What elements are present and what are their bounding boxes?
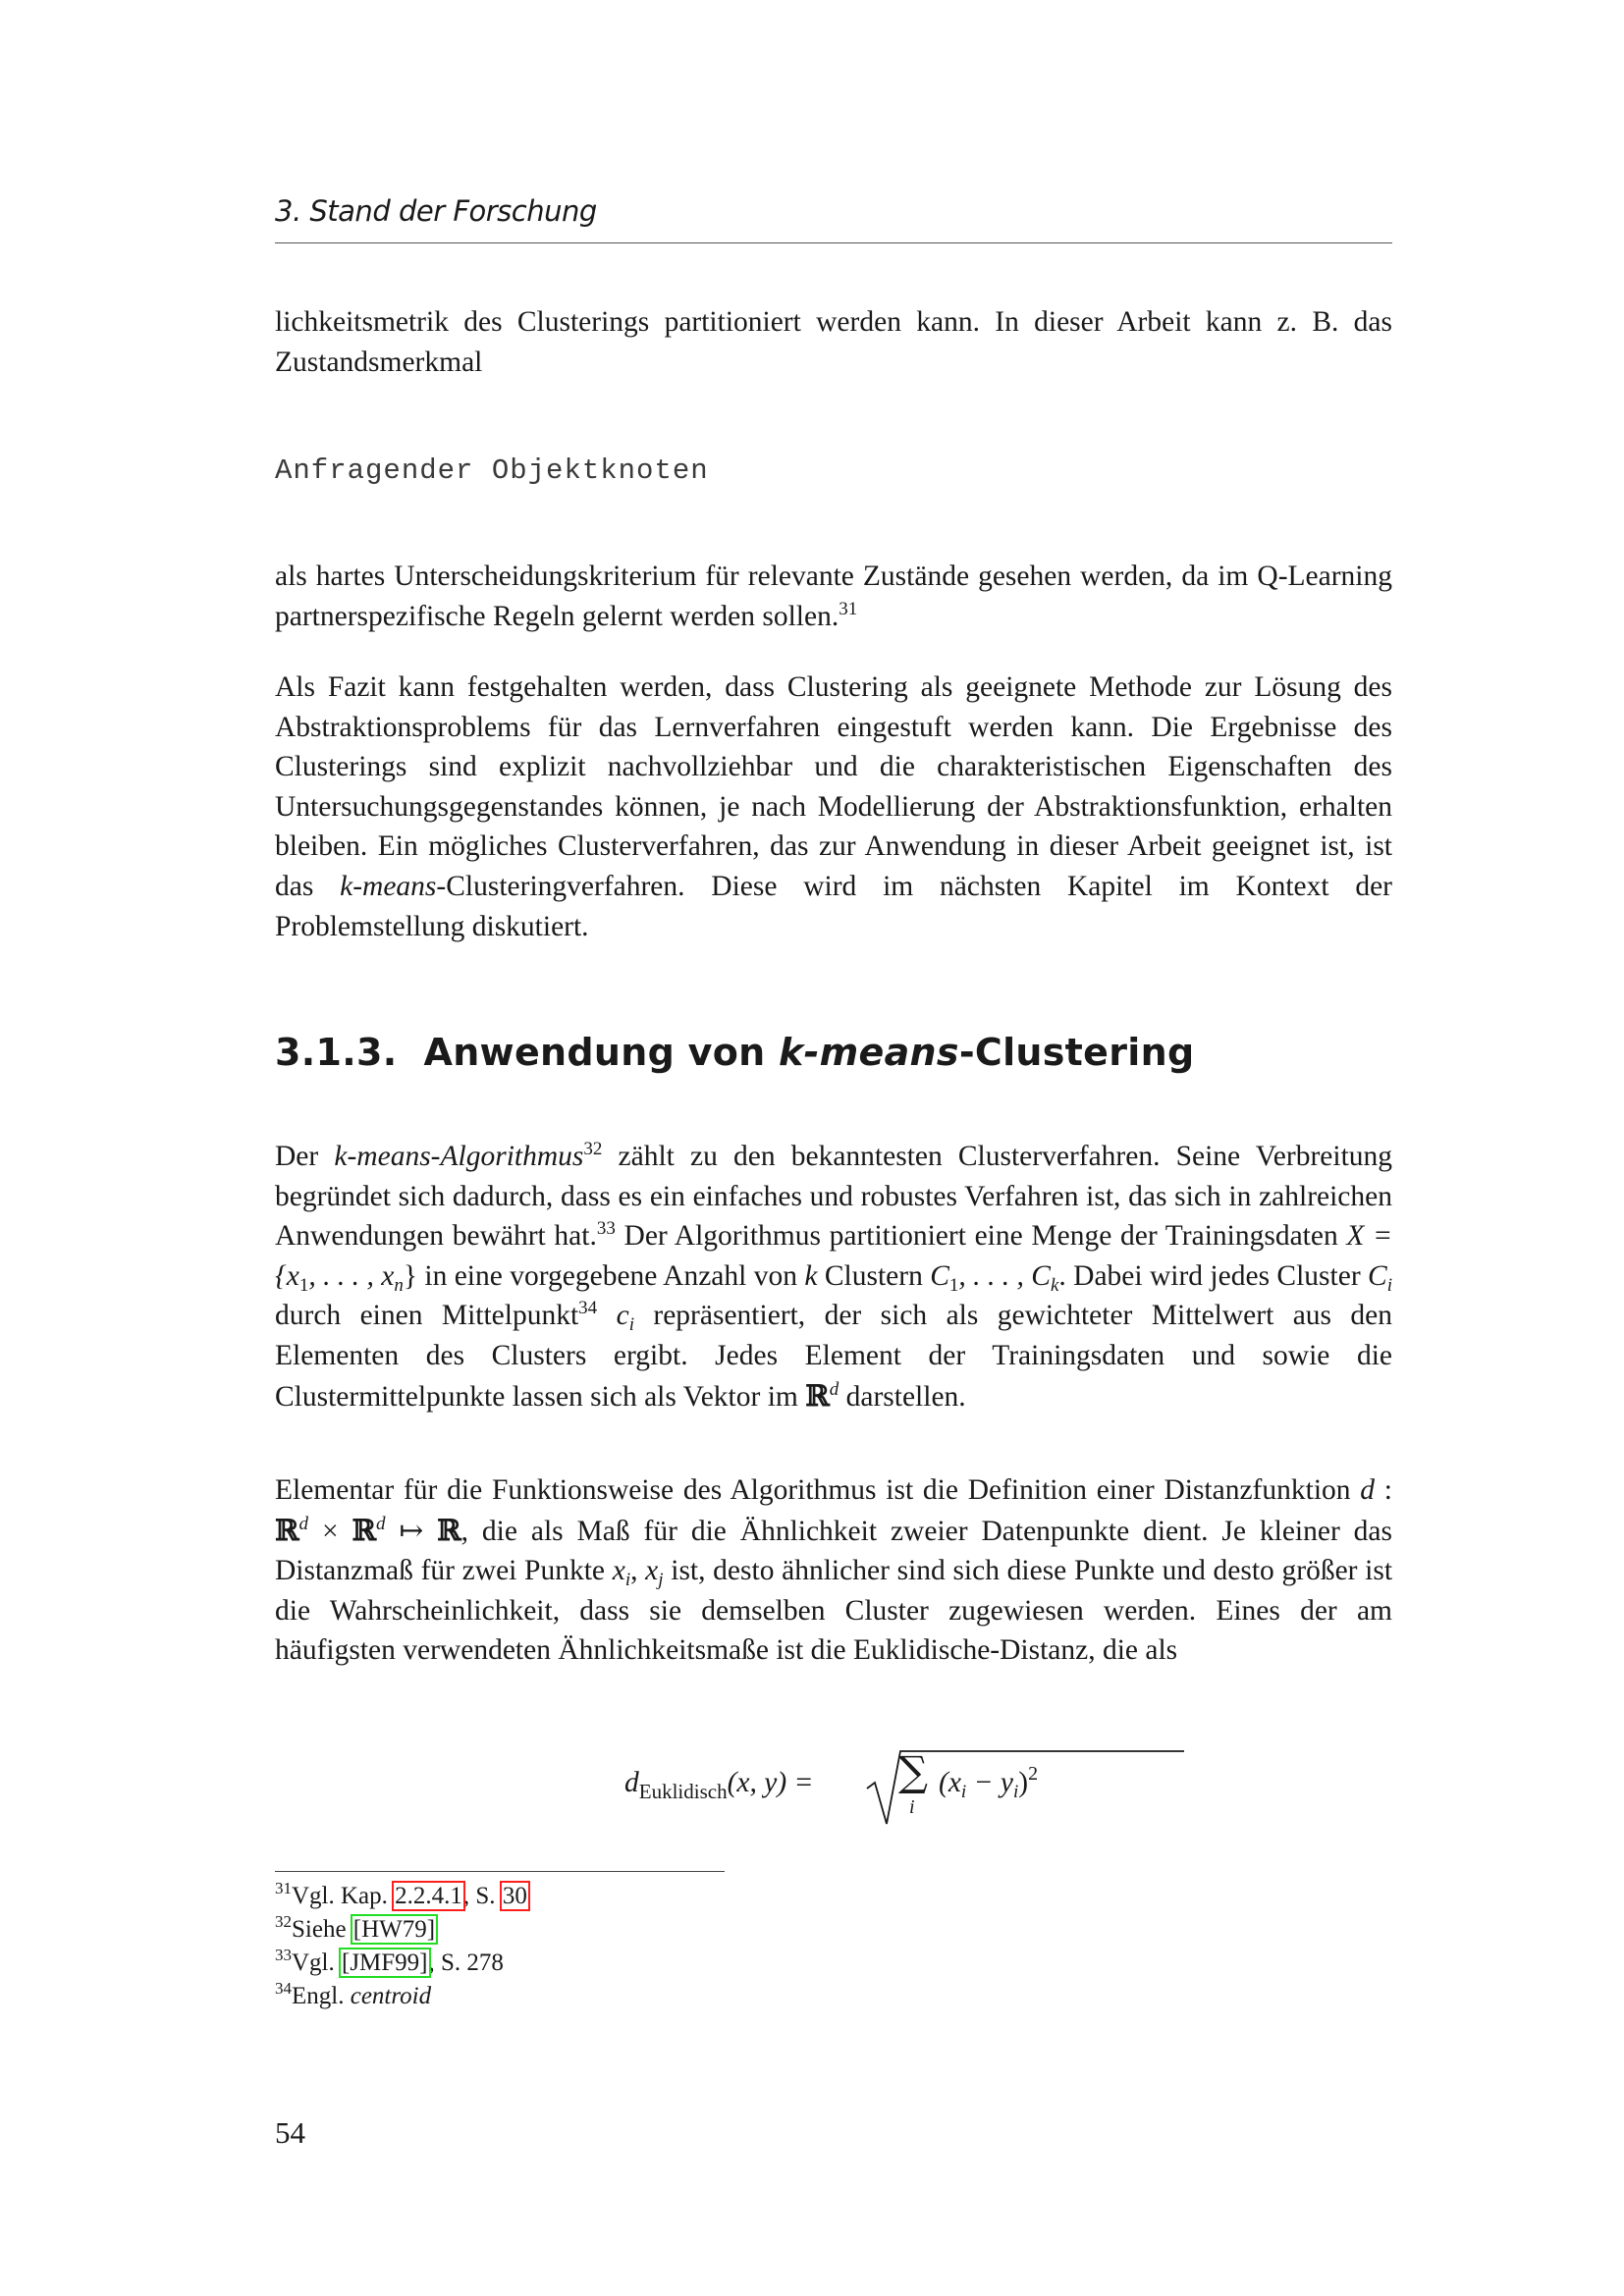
point-pair [612,1555,664,1591]
footnote-rule [275,1871,725,1872]
footnote-text: Vgl. Kap. [292,1883,395,1909]
centroid-sub: i [628,1314,634,1336]
d-exp-1: d [298,1513,309,1534]
p4-text-3: Der Algorithmus partitioniert eine Menge der Trainingsdaten [623,1220,1338,1253]
paragraph-4 [275,1137,1392,1416]
set-open: X = {x [275,1220,1392,1292]
section-title-pre: Anwendung von [423,1031,766,1074]
R-2: ℝ [352,1512,377,1547]
sum-index: i [909,1796,915,1818]
d-function: d [1360,1474,1376,1506]
footnote-text: , S. [462,1883,502,1909]
citation-link[interactable]: [HW79] [352,1916,436,1943]
paragraph-3 [275,667,1392,946]
euclidean-distance-formula [624,1747,1115,1836]
x-i: x [612,1555,625,1587]
formula-body-sub2: i [1012,1782,1019,1802]
pair-comma: , [630,1555,646,1587]
footnote-italic-term: centroid [350,1983,432,2009]
p4-text-9: darstellen. [845,1380,966,1413]
paragraph-1-text: lichkeitsmetrik des Clusterings partitioniert werden kann. In dieser Arbeit kann z. B. das Zustandsmerkmal [275,306,1392,378]
ci-variable: C [1368,1259,1387,1292]
formula-args: (x, y) = [727,1767,814,1798]
set-mid: , . . . , x [308,1259,395,1292]
footnote-number: 33 [275,1946,292,1964]
footnote-ref-31[interactable]: 31 [839,598,858,619]
set-sub-n: n [394,1274,404,1296]
footnote-text: Engl. [292,1983,351,2009]
c-sub-k: k [1050,1274,1059,1296]
c-mid: , . . . , C [958,1259,1051,1292]
formula-lhs [624,1767,814,1803]
k-variable: k [804,1259,818,1292]
section-heading [275,1031,1194,1074]
p4-text-6: . Dabei wird jedes Cluster [1058,1259,1361,1292]
set-sub-1: 1 [298,1274,309,1296]
cluster-list-formula [930,1259,1059,1296]
p5-text-1: Elementar für die Funktionsweise des Algorithmus ist die Definition einer Distanzfunktion [275,1474,1351,1506]
dimension-d: d [829,1378,839,1400]
paragraph-3-kmeans: k-means [340,870,437,902]
p4-text-2: zählt zu den bekanntesten Clusterverfahren. Seine Verbreitung begründet sich dadurch, dass es ein einfaches und robustes Verfahren ist, das sich in zahlreichen Anwendungen bewährt hat. [275,1141,1393,1253]
footnote-ref-32[interactable]: 32 [583,1139,603,1159]
section-title-kmeans: k-means [779,1031,959,1074]
formula-d: d [624,1767,639,1798]
footnote-text: Vgl. [292,1949,341,1976]
c-1: C [930,1259,949,1292]
footnote-number: 32 [275,1912,292,1931]
mapsto: ↦ [385,1515,438,1547]
paragraph-3-text-a: Als Fazit kann festgehalten werden, dass Clustering als geeignete Methode zur Lösung des Abstraktionsproblems für das Lernverfahren eingestuft werden kann. Die Ergebnisse des Clusterings sind explizit nachvollziehbar und die charakteristischen Eigenschaften des Untersuchungsgegenstandes können, je nach Modellierung der Abstraktionsfunktion, erhalten bleiben. Ein mögliches Clusterverfahren, das zur Anwendung in dieser Arbeit geeignet ist, ist das [275,671,1392,902]
paragraph-5 [275,1470,1392,1671]
p5-text-3: ist, desto ähnlicher sind sich diese Punkte und desto größer ist die Wahrscheinlichkeit, dass sie demselben Cluster zugewiesen werden. Eines der am häufigsten verwendeten Ähnlichkeitsmaße ist die Euklidische-Distanz, die als [275,1555,1393,1667]
x-j: x [645,1555,659,1587]
R-3: ℝ [437,1512,461,1547]
formula-exponent: 2 [1028,1763,1039,1785]
formula-body [939,1763,1039,1802]
footnote-33 [275,1947,528,1980]
section-number: 3.1.3. [275,1031,398,1074]
c-sub-1: 1 [948,1274,959,1296]
real-space-symbol: ℝ [805,1377,830,1413]
paragraph-1 [275,302,1392,382]
footnote-31 [275,1880,528,1913]
p4-text-5: Clustern [824,1259,923,1292]
footnote-text: Siehe [292,1916,352,1943]
footnote-number: 31 [275,1879,292,1897]
header-rule [275,242,1392,243]
footnote-ref-34[interactable]: 34 [578,1298,598,1319]
state-feature-code: Anfragender Objektknoten [275,454,709,487]
formula-body-sub1: i [960,1782,967,1802]
p4-kmeans-algorithm: k-means-Algorithmus [334,1141,584,1172]
footnotes [275,1880,528,2013]
formula-body-open: (x [939,1767,961,1798]
running-header: 3. Stand der Forschung [275,194,597,228]
p4-text-1: Der [275,1141,319,1172]
citation-link[interactable]: [JMF99] [342,1949,428,1976]
formula-body-close: ) [1018,1767,1029,1798]
paragraph-3-text-b: -Clusteringverfahren. Diese wird im nächsten Kapitel im Kontext der Problemstellung diskutiert. [275,870,1392,942]
set-close: } [403,1259,417,1292]
paragraph-2-text: als hartes Unterscheidungskriterium für relevante Zustände gesehen werden, da im Q-Learning partnerspezifische Regeln gelernt werden sollen. [275,561,1392,632]
p4-text-4: in eine vorgegebene Anzahl von [424,1259,797,1292]
p4-text-8: repräsentiert, der sich als gewichteter Mittelwert aus den Elementen des Clusters ergibt. Jedes Element der Trainingsdaten und sowie die Clustermittelpunkte lassen sich als Vektor im [275,1300,1393,1413]
x-j-sub: j [658,1570,664,1591]
footnote-32 [275,1913,528,1947]
d-exp-2: d [376,1513,386,1534]
p4-text-7: durch einen Mittelpunkt [275,1300,579,1332]
x-i-sub: i [624,1570,631,1591]
section-title-post: -Clustering [958,1031,1195,1074]
centroid-variable: c [616,1300,629,1332]
footnote-text: , S. 278 [428,1949,504,1976]
formula-d-subscript: Euklidisch [638,1780,728,1803]
page-link[interactable]: 30 [502,1883,527,1909]
R-1: ℝ [275,1512,299,1547]
paragraph-2 [275,557,1392,636]
page-number: 54 [275,2115,305,2150]
chapter-link[interactable]: 2.2.4.1 [395,1883,462,1909]
ci-sub: i [1386,1274,1393,1296]
p5-text-2: , die als Maß für die Ähnlichkeit zweier Datenpunkte dient. Je kleiner das Distanzmaß für zwei Punkte [275,1515,1393,1587]
footnote-34 [275,1980,528,2013]
times: × [308,1515,352,1547]
footnote-number: 34 [275,1979,292,1998]
footnote-ref-33[interactable]: 33 [596,1218,616,1240]
formula-body-minus: − y [966,1767,1013,1798]
colon: : [1375,1474,1393,1506]
sum-symbol: ∑ [898,1747,928,1795]
